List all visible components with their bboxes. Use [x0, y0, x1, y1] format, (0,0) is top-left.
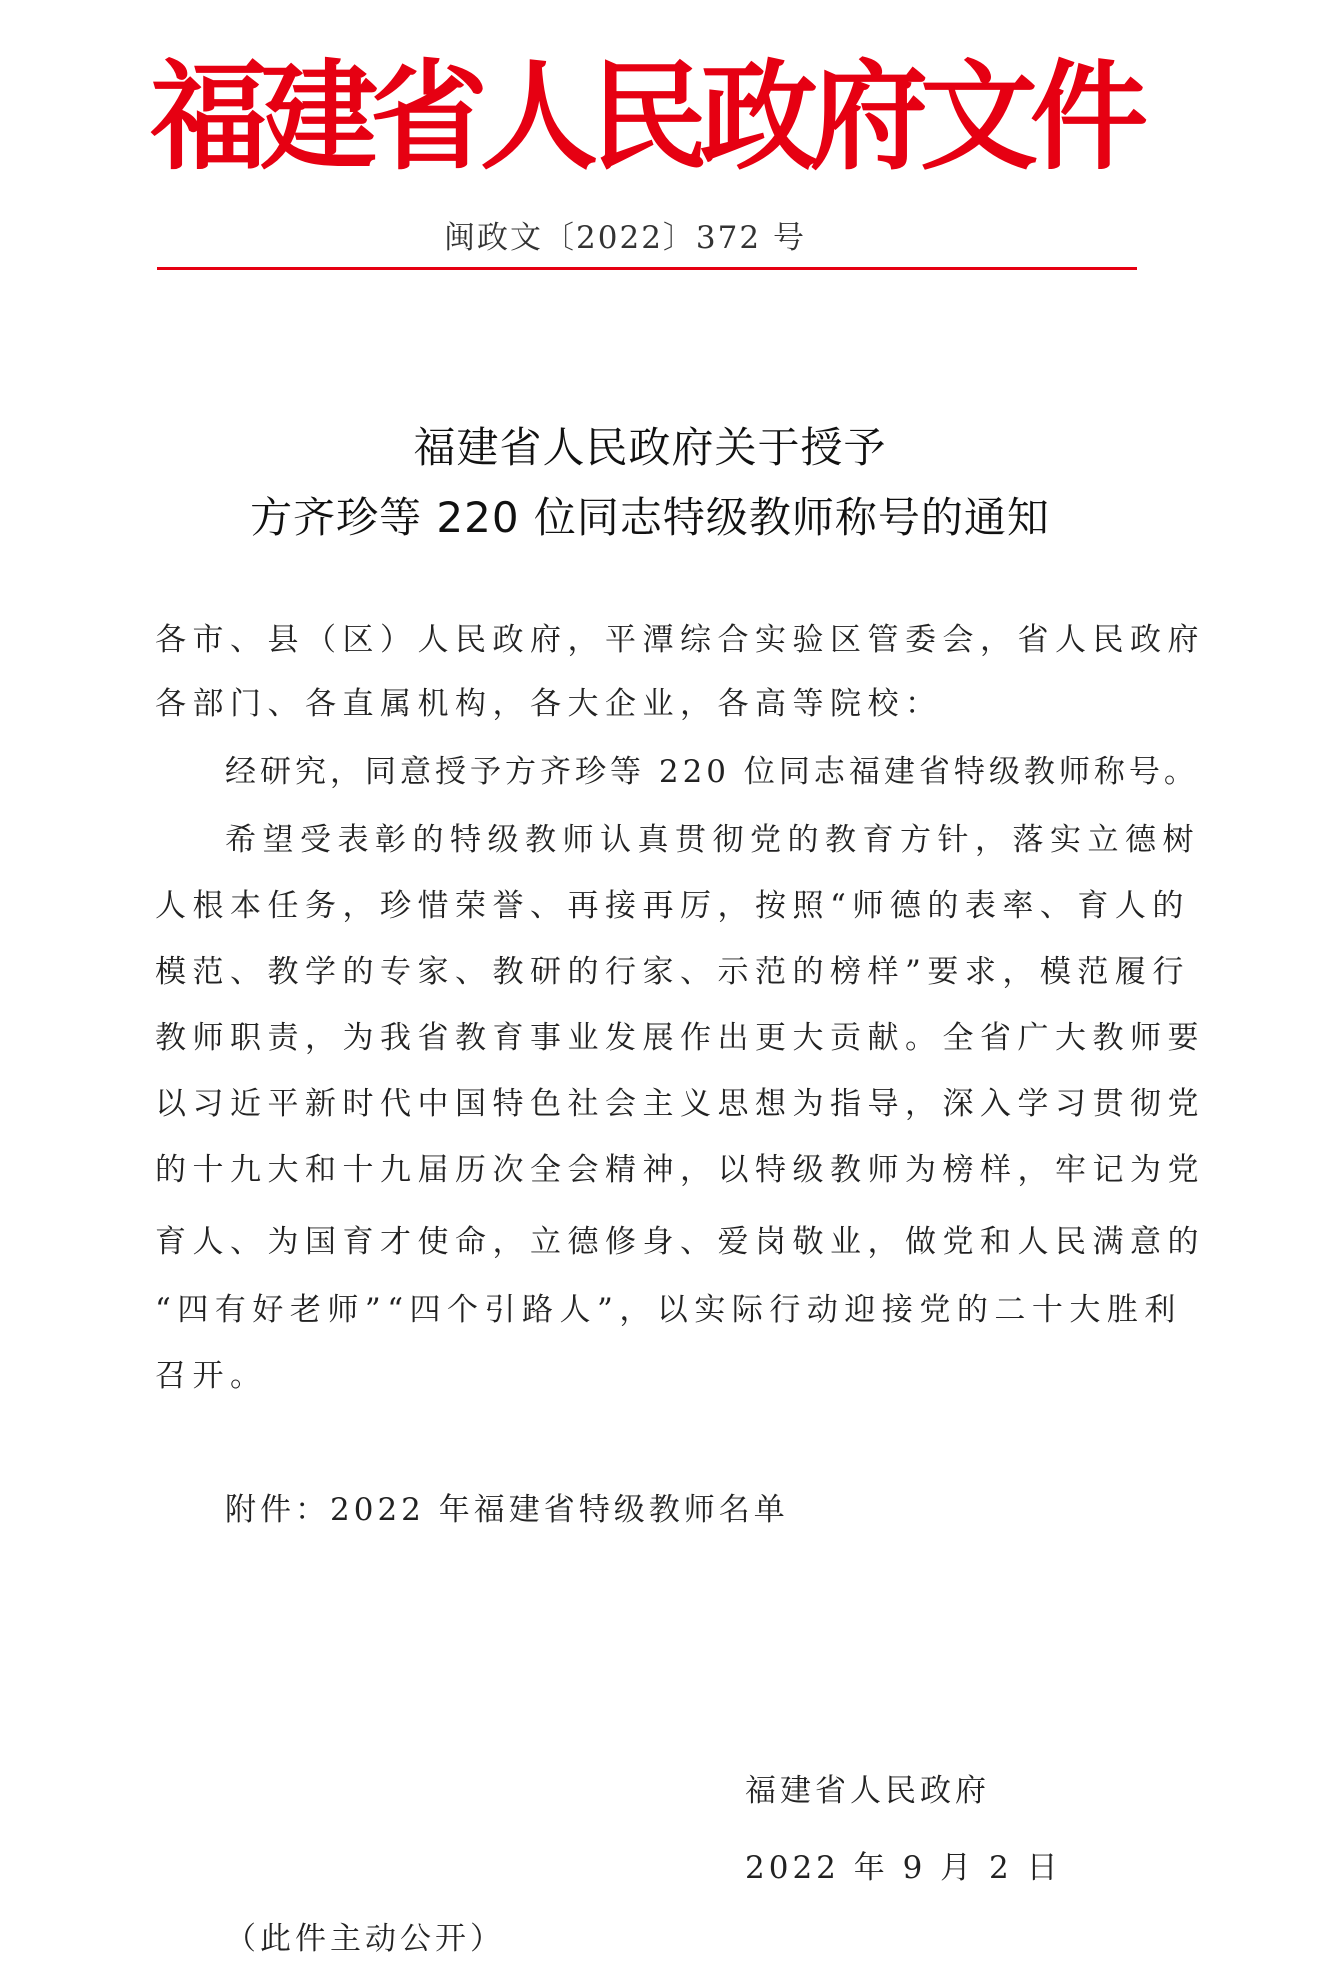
- body-line-hope-9: 召开。: [155, 1358, 268, 1394]
- document-number: 闽政文〔2022〕372 号: [444, 220, 806, 256]
- body-line-hope-8: “四有好老师”“四个引路人”，以实际行动迎接党的二十大胜利: [155, 1292, 1182, 1328]
- body-line-hope-6: 的十九大和十九届历次全会精神，以特级教师为榜样，牢记为党: [155, 1152, 1205, 1188]
- notice-title-line-2: 方齐珍等 220 位同志特级教师称号的通知: [250, 493, 1050, 542]
- body-line-hope-5: 以习近平新时代中国特色社会主义思想为指导，深入学习贯彻党: [155, 1086, 1205, 1122]
- body-line-decision: 经研究，同意授予方齐珍等 220 位同志福建省特级教师称号。: [225, 754, 1199, 790]
- body-line-addressee-2: 各部门、各直属机构，各大企业，各高等院校：: [155, 686, 943, 722]
- body-line-hope-1: 希望受表彰的特级教师认真贯彻党的教育方针，落实立德树: [225, 822, 1200, 858]
- body-line-hope-3: 模范、教学的专家、教研的行家、示范的榜样”要求，模范履行: [155, 954, 1190, 990]
- issue-date: 2022 年 9 月 2 日: [745, 1850, 1062, 1886]
- red-separator-line: [157, 267, 1137, 270]
- body-line-hope-4: 教师职责，为我省教育事业发展作出更大贡献。全省广大教师要: [155, 1020, 1205, 1056]
- notice-title-line-1: 福建省人民政府关于授予: [413, 423, 887, 472]
- body-line-hope-7: 育人、为国育才使命，立德修身、爱岗敬业，做党和人民满意的: [155, 1224, 1205, 1260]
- body-line-hope-2: 人根本任务，珍惜荣誉、再接再厉，按照“师德的表率、育人的: [155, 888, 1190, 924]
- masthead-title: 福建省人民政府文件: [150, 48, 1141, 186]
- issuer-signature: 福建省人民政府: [745, 1773, 990, 1809]
- body-line-addressee-1: 各市、县（区）人民政府，平潭综合实验区管委会，省人民政府: [155, 622, 1205, 658]
- disclosure-note: （此件主动公开）: [225, 1921, 505, 1957]
- attachment-line: 附件：2022 年福建省特级教师名单: [225, 1492, 789, 1528]
